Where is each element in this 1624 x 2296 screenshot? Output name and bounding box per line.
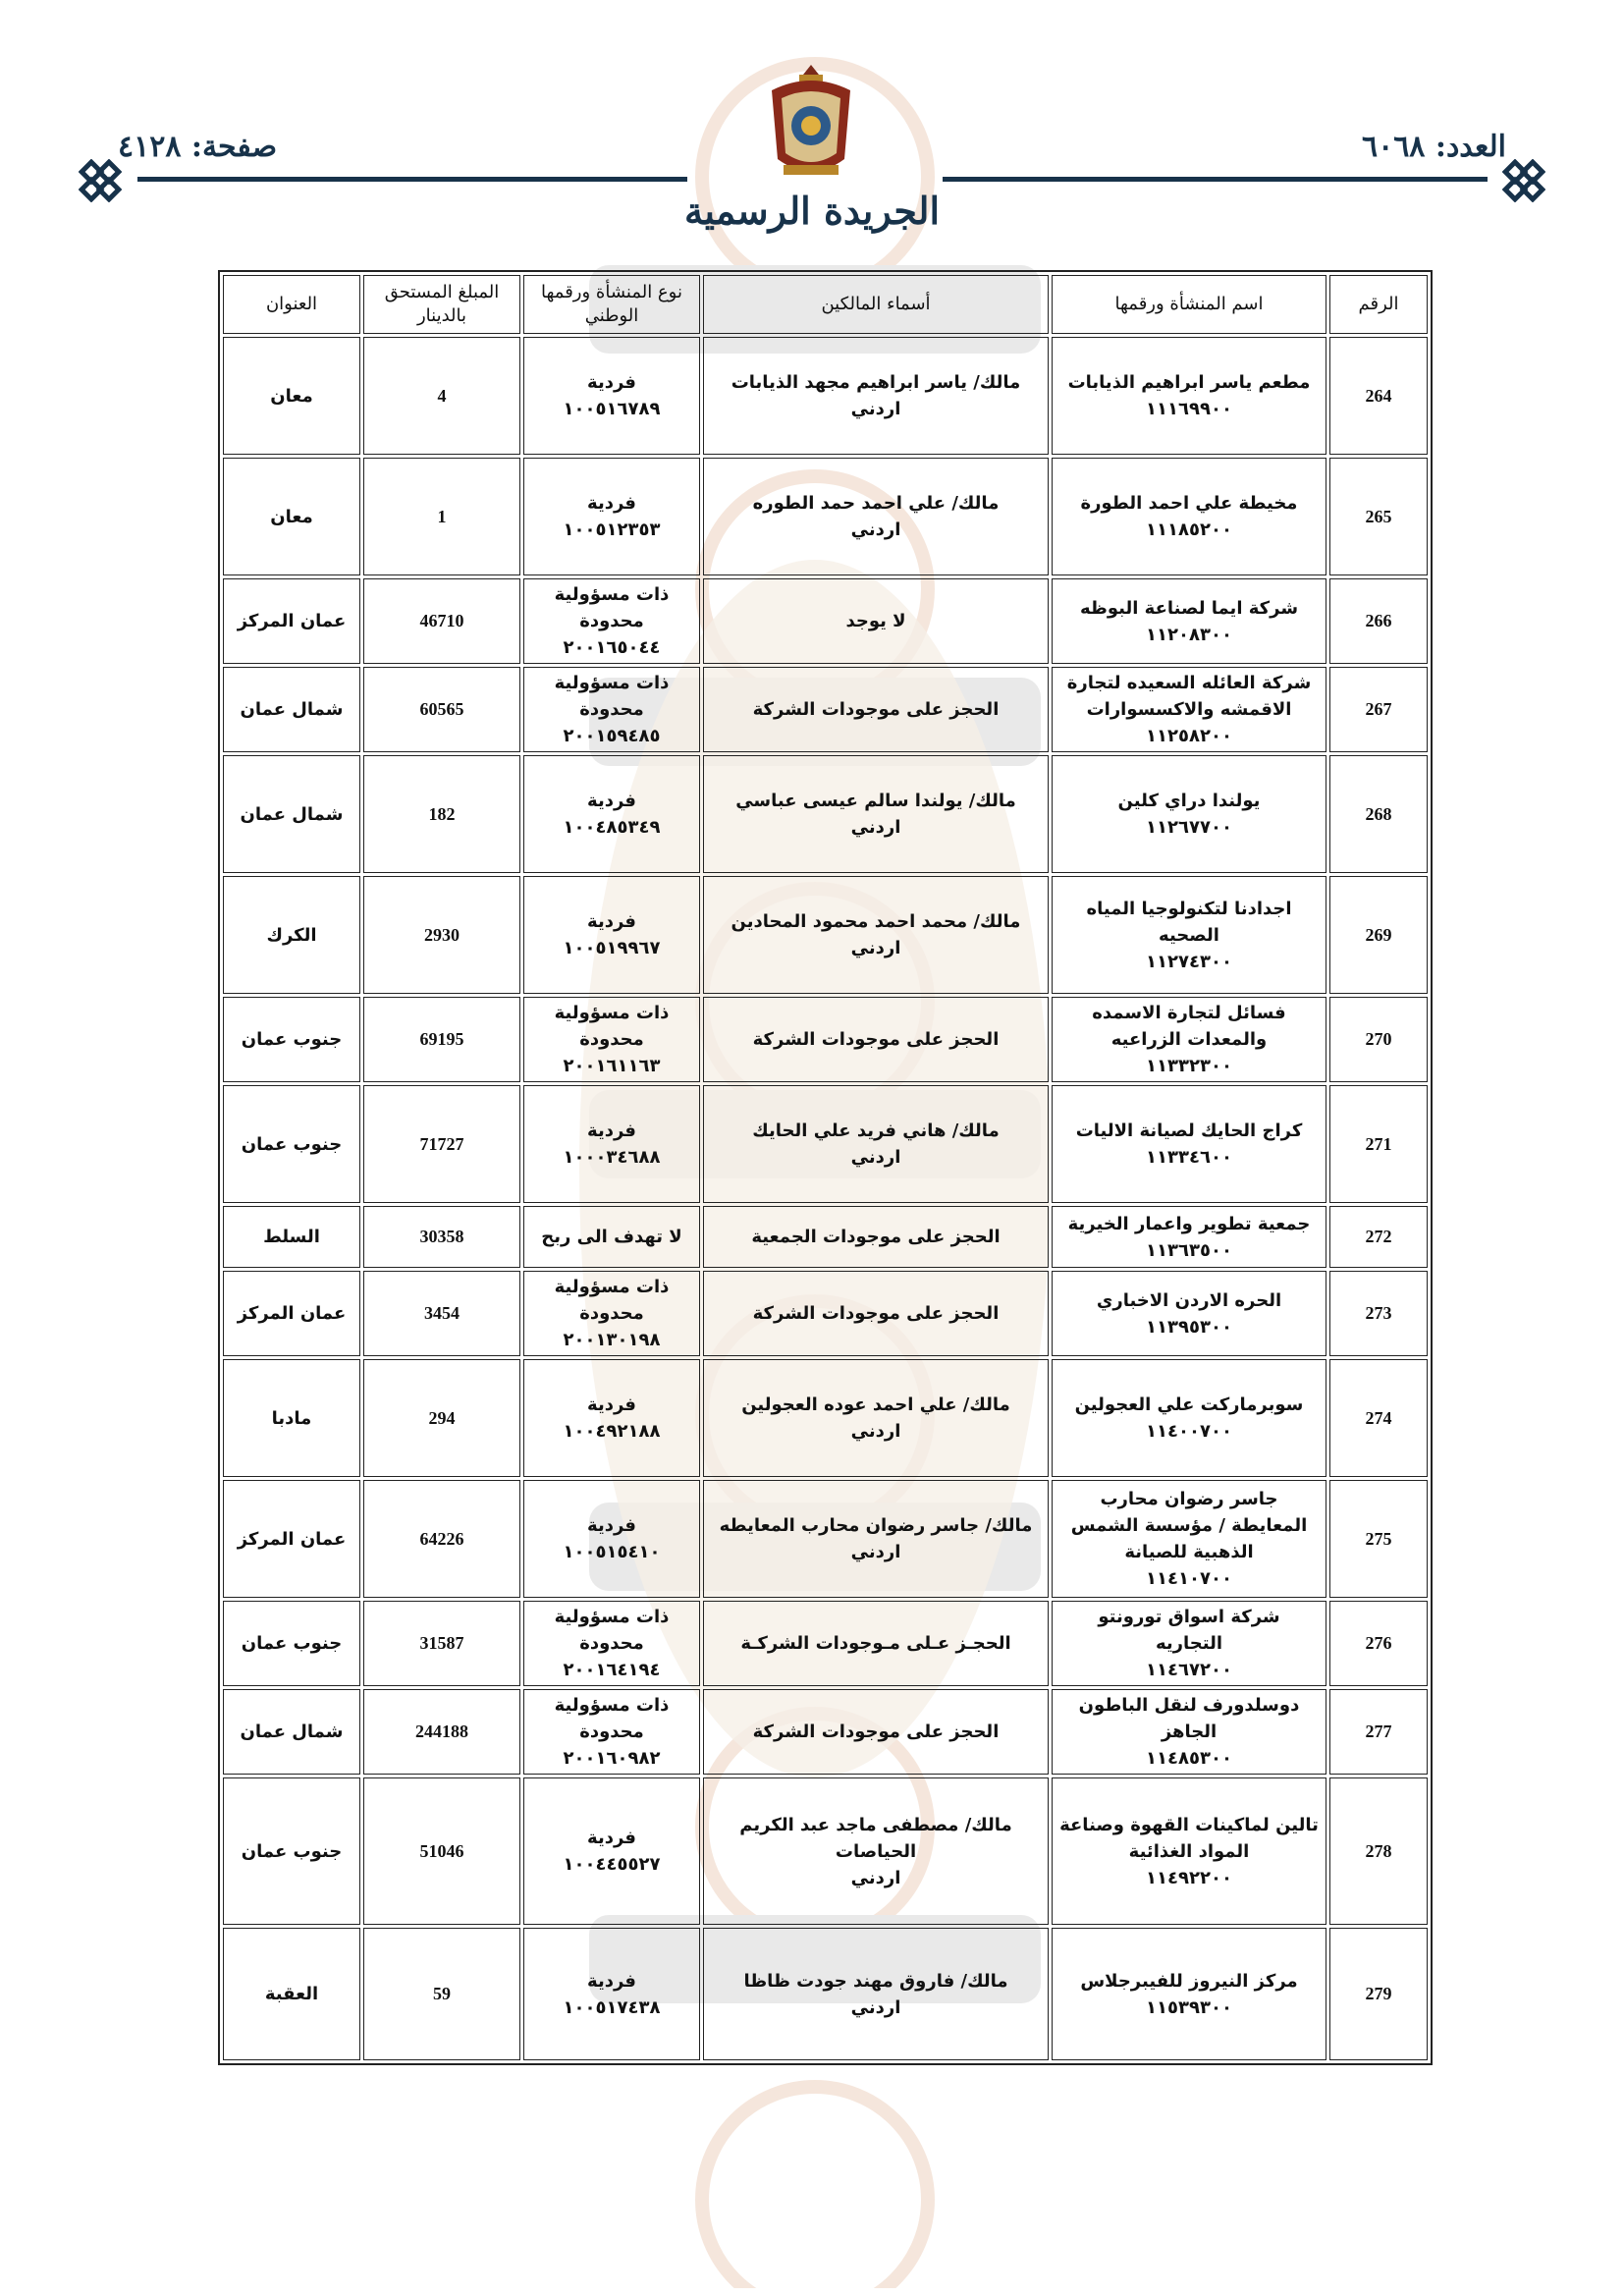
- establishment-type: [523, 1085, 700, 1203]
- establishment-name: [1052, 1928, 1326, 2060]
- owner-names: [703, 1271, 1049, 1356]
- establishment-type-line: محدودة: [579, 699, 644, 720]
- table-row: [223, 876, 1428, 994]
- establishment-type-line: ٢٠٠١٦٥٠٤٤: [563, 637, 661, 658]
- establishment-name: [1052, 1777, 1326, 1925]
- establishment-name: [1052, 458, 1326, 575]
- owner-names-line: اردني: [850, 1147, 901, 1168]
- row-number: 274: [1329, 1359, 1428, 1477]
- amount-due: 46710: [363, 578, 520, 664]
- establishment-type-line: فردية: [587, 372, 636, 393]
- row-number: 275: [1329, 1480, 1428, 1598]
- establishment-name: [1052, 1271, 1326, 1356]
- amount-due: 71727: [363, 1085, 520, 1203]
- establishment-type-line: فردية: [587, 1121, 636, 1141]
- establishment-name-line: ١١٤٦٧٢٠٠: [1146, 1660, 1232, 1680]
- row-number: 279: [1329, 1928, 1428, 2060]
- establishment-name-line: مخيطة علي احمد الطورة: [1080, 493, 1298, 514]
- owner-names-line: مالك/ علي احمد حمد الطوره: [752, 493, 1000, 514]
- establishment-type-line: ذات مسؤولية: [554, 673, 670, 693]
- owner-names: [703, 1085, 1049, 1203]
- establishment-name-line: ١١٣٦٣٥٠٠: [1146, 1239, 1232, 1261]
- establishment-type: [523, 1689, 700, 1775]
- address: عمان المركز: [223, 1271, 360, 1356]
- row-number: 271: [1329, 1085, 1428, 1203]
- establishment-name-line: التجاريه: [1155, 1633, 1223, 1654]
- row-number: 266: [1329, 578, 1428, 664]
- table-header-row: [223, 275, 1428, 334]
- column-header-number: الرقم: [1329, 275, 1428, 334]
- establishment-type: [523, 755, 700, 873]
- establishment-name-line: ١١٣٩٥٣٠٠: [1146, 1316, 1232, 1338]
- establishment-type-line: ذات مسؤولية: [554, 1695, 670, 1716]
- owner-names: [703, 1928, 1049, 2060]
- table-row: [223, 997, 1428, 1082]
- establishment-name: [1052, 1206, 1326, 1268]
- row-number: 267: [1329, 667, 1428, 752]
- column-header-type: نوع المنشأة ورقمها الوطني: [523, 275, 700, 334]
- establishment-type-line: ١٠٠٤٩٢١٨٨: [563, 1421, 661, 1442]
- establishment-name-line: ١١٤٨٥٣٠٠: [1146, 1748, 1232, 1769]
- owner-names-line: مالك/ مصطفى ماجد عبد الكريم: [739, 1814, 1012, 1835]
- establishment-name-line: شركة ايما لصناعة البوظه: [1079, 597, 1299, 619]
- establishment-type-line: ٢٠٠١٦٤١٩٤: [563, 1660, 661, 1680]
- establishment-name-line: ١١٢٦٧٧٠٠: [1146, 817, 1232, 838]
- owner-names: [703, 1601, 1049, 1686]
- owner-names-line: اردني: [850, 1421, 901, 1442]
- owner-names-line: مالك/ هاني فريد علي الحايك: [752, 1121, 1000, 1141]
- owner-names: [703, 755, 1049, 873]
- address: جنوب عمان: [223, 997, 360, 1082]
- amount-due: 3454: [363, 1271, 520, 1356]
- owner-names: [703, 876, 1049, 994]
- debtors-table: [218, 270, 1433, 2065]
- establishment-name-line: فسائل لتجارة الاسمده: [1092, 1003, 1286, 1023]
- row-number: 270: [1329, 997, 1428, 1082]
- column-header-owners: أسماء المالكين: [703, 275, 1049, 334]
- table-row: [223, 1271, 1428, 1356]
- establishment-type: [523, 1777, 700, 1925]
- owner-names-line: اردني: [850, 1996, 901, 2018]
- address: جنوب عمان: [223, 1777, 360, 1925]
- header-rule-left: [137, 177, 687, 182]
- row-number: 278: [1329, 1777, 1428, 1925]
- address: معان: [223, 458, 360, 575]
- owner-names-line: الحجز على موجودات الجمعية: [751, 1227, 1001, 1247]
- establishment-type-line: ٢٠٠١٦٠٩٨٢: [563, 1748, 661, 1769]
- establishment-type-line: ١٠٠٥١٦٧٨٩: [563, 399, 661, 419]
- establishment-type-line: ذات مسؤولية: [554, 584, 670, 605]
- establishment-type-line: ١٠٠٤٤٥٥٢٧: [563, 1854, 661, 1875]
- establishment-type-line: فردية: [587, 911, 636, 932]
- row-number: 269: [1329, 876, 1428, 994]
- establishment-name-line: دوسلدورف لنقل الباطون: [1078, 1695, 1300, 1716]
- establishment-name-line: ١١٤٠٠٧٠٠: [1146, 1421, 1232, 1442]
- address: جنوب عمان: [223, 1085, 360, 1203]
- establishment-name-line: يولندا دراي كلين: [1117, 791, 1261, 811]
- owner-names-line: اردني: [850, 1867, 901, 1888]
- owner-names-line: اردني: [850, 817, 901, 838]
- row-number: 264: [1329, 337, 1428, 455]
- establishment-name-line: سوبرماركت علي العجولين: [1074, 1394, 1304, 1415]
- establishment-type: [523, 997, 700, 1082]
- amount-due: 294: [363, 1359, 520, 1477]
- establishment-name: [1052, 876, 1326, 994]
- establishment-name-line: ١١٢٧٤٣٠٠: [1146, 951, 1232, 972]
- address: مادبا: [223, 1359, 360, 1477]
- establishment-name-line: المعايطة / مؤسسة الشمس: [1070, 1515, 1308, 1536]
- establishment-type: [523, 1359, 700, 1477]
- column-header-establishment: اسم المنشأة ورقمها: [1052, 275, 1326, 334]
- owner-names: [703, 337, 1049, 455]
- establishment-name-line: الجاهز: [1161, 1722, 1218, 1742]
- establishment-type-line: ١٠٠٥١٧٤٣٨: [563, 1996, 661, 2018]
- amount-due: 51046: [363, 1777, 520, 1925]
- establishment-type: [523, 1601, 700, 1686]
- establishment-type-line: ١٠٠٤٨٥٣٤٩: [563, 817, 661, 838]
- address: شمال عمان: [223, 755, 360, 873]
- establishment-type: [523, 1271, 700, 1356]
- table-row: [223, 667, 1428, 752]
- address: معان: [223, 337, 360, 455]
- table-row: [223, 1359, 1428, 1477]
- establishment-type-line: ١٠٠٠٣٤٦٨٨: [563, 1147, 661, 1168]
- owner-names-line: الحجز على موجودات الشركة: [752, 699, 1000, 720]
- establishment-type: [523, 458, 700, 575]
- row-number: 276: [1329, 1601, 1428, 1686]
- table-row: [223, 458, 1428, 575]
- address: الكرك: [223, 876, 360, 994]
- row-number: 268: [1329, 755, 1428, 873]
- row-number: 277: [1329, 1689, 1428, 1775]
- establishment-name-line: الحره الاردن الاخباري: [1096, 1289, 1282, 1311]
- establishment-type: [523, 578, 700, 664]
- address: عمان المركز: [223, 578, 360, 664]
- owner-names: [703, 578, 1049, 664]
- owner-names: [703, 667, 1049, 752]
- owner-names: [703, 458, 1049, 575]
- establishment-type-line: محدودة: [579, 1633, 644, 1654]
- row-number: 265: [1329, 458, 1428, 575]
- establishment-name-line: ١١٣٣٤٦٠٠: [1146, 1147, 1232, 1168]
- establishment-name-line: جاسر رضوان محارب: [1100, 1489, 1278, 1509]
- amount-due: 182: [363, 755, 520, 873]
- owner-names-line: اردني: [850, 399, 901, 419]
- establishment-type-line: فردية: [587, 1394, 636, 1415]
- address: جنوب عمان: [223, 1601, 360, 1686]
- establishment-type-line: ٢٠٠١٣٠١٩٨: [563, 1330, 661, 1350]
- page-number: صفحة: ٤١٢٨: [118, 130, 278, 164]
- issue-number: العدد: ٦٠٦٨: [1361, 130, 1506, 164]
- establishment-type-line: ذات مسؤولية: [554, 1277, 670, 1297]
- establishment-type-line: لا تهدف الى ربح: [541, 1227, 682, 1247]
- establishment-type-line: ١٠٠٥١٢٣٥٣: [563, 519, 661, 540]
- owner-names-line: مالك/ جاسر رضوان محارب المعايطه: [719, 1515, 1033, 1536]
- owner-names-line: اردني: [850, 938, 901, 958]
- address: العقبة: [223, 1928, 360, 2060]
- establishment-type-line: محدودة: [579, 1303, 644, 1324]
- table-row: [223, 1689, 1428, 1775]
- row-number: 273: [1329, 1271, 1428, 1356]
- establishment-name-line: ١١٢٥٨٢٠٠: [1146, 726, 1232, 746]
- table-row: [223, 1085, 1428, 1203]
- establishment-name: [1052, 1601, 1326, 1686]
- establishment-name-line: ١١٢٠٨٣٠٠: [1146, 624, 1232, 645]
- owner-names-line: اردني: [850, 1542, 901, 1562]
- establishment-type-line: ذات مسؤولية: [554, 1607, 670, 1627]
- establishment-name-line: الذهبية للصيانة: [1124, 1542, 1254, 1562]
- establishment-name-line: ١١١٨٥٢٠٠: [1146, 519, 1232, 540]
- establishment-type-line: محدودة: [579, 611, 644, 631]
- establishment-type: [523, 1206, 700, 1268]
- table-row: [223, 1928, 1428, 2060]
- owner-names-line: مالك/ ياسر ابراهيم مجهد الذيابات: [731, 372, 1021, 393]
- owner-names-line: مالك/ يولندا سالم عيسى عباسي: [735, 791, 1016, 811]
- establishment-type: [523, 667, 700, 752]
- gazette-title: الجريدة الرسمية: [683, 189, 941, 233]
- owner-names: [703, 1480, 1049, 1598]
- establishment-name: [1052, 667, 1326, 752]
- establishment-type-line: ٢٠٠١٦١١٦٣: [563, 1056, 661, 1076]
- owner-names-line: لا يوجد: [845, 611, 906, 631]
- establishment-name-line: والمعدات الزراعيه: [1110, 1029, 1268, 1050]
- establishment-name-line: المواد الغذائية: [1128, 1840, 1250, 1862]
- establishment-name-line: تالين لماكينات القهوة وصناعة: [1059, 1814, 1319, 1835]
- establishment-type-line: ذات مسؤولية: [554, 1003, 670, 1023]
- table-row: [223, 755, 1428, 873]
- table-row: [223, 578, 1428, 664]
- establishment-name-line: كراج الحايك لصيانة الاليات: [1075, 1121, 1303, 1141]
- address: عمان المركز: [223, 1480, 360, 1598]
- owner-names: [703, 1206, 1049, 1268]
- amount-due: 2930: [363, 876, 520, 994]
- header-rule-right: [943, 177, 1488, 182]
- amount-due: 4: [363, 337, 520, 455]
- establishment-type-line: فردية: [587, 1515, 636, 1536]
- table-row: [223, 1206, 1428, 1268]
- establishment-name-line: ١١٣٣٢٣٠٠: [1146, 1056, 1232, 1076]
- establishment-type-line: محدودة: [579, 1029, 644, 1050]
- owner-names-line: الحجز على موجودات الشركة: [752, 1029, 1000, 1050]
- owner-names-line: مالك/ محمد احمد محمود المحادين: [731, 911, 1021, 932]
- establishment-name: [1052, 337, 1326, 455]
- address: شمال عمان: [223, 1689, 360, 1775]
- establishment-name-line: ١١١٦٩٩٠٠: [1146, 399, 1232, 419]
- establishment-type: [523, 1928, 700, 2060]
- establishment-name-line: الصحيه: [1159, 924, 1219, 946]
- owner-names: [703, 1777, 1049, 1925]
- establishment-type-line: فردية: [587, 1828, 636, 1848]
- amount-due: 69195: [363, 997, 520, 1082]
- establishment-type: [523, 337, 700, 455]
- owner-names: [703, 1359, 1049, 1477]
- establishment-name-line: اجدادنا لتكنولوجيا المياه: [1086, 898, 1292, 919]
- amount-due: 1: [363, 458, 520, 575]
- table-row: [223, 337, 1428, 455]
- table-row: [223, 1777, 1428, 1925]
- owner-names-line: الحجز على موجودات الشركة: [752, 1722, 1000, 1742]
- establishment-type: [523, 876, 700, 994]
- address: السلط: [223, 1206, 360, 1268]
- coat-of-arms-emblem-icon: [762, 61, 860, 189]
- establishment-name-line: ١١٥٣٩٣٠٠: [1146, 1996, 1232, 2018]
- amount-due: 64226: [363, 1480, 520, 1598]
- establishment-name: [1052, 1085, 1326, 1203]
- owner-names: [703, 1689, 1049, 1775]
- table-row: [223, 1480, 1428, 1598]
- establishment-type-line: فردية: [587, 493, 636, 514]
- amount-due: 30358: [363, 1206, 520, 1268]
- owner-names: [703, 997, 1049, 1082]
- row-number: 272: [1329, 1206, 1428, 1268]
- owner-names-line: الحياصات: [835, 1840, 917, 1862]
- establishment-type-line: ١٠٠٥١٥٤١٠: [563, 1542, 661, 1562]
- column-header-address: العنوان: [223, 275, 360, 334]
- establishment-name-line: ١١٤٩٢٢٠٠: [1146, 1867, 1232, 1888]
- establishment-name-line: مركز النيروز للفيبرجلاس: [1080, 1970, 1298, 1992]
- amount-due: 244188: [363, 1689, 520, 1775]
- owner-names-line: الحجز على موجودات الشركة: [752, 1303, 1000, 1324]
- owner-names-line: مالك/ علي احمد عوده العجولين: [741, 1394, 1010, 1415]
- establishment-name-line: شركة اسواق تورونتو: [1098, 1607, 1280, 1627]
- owner-names-line: اردني: [850, 519, 901, 540]
- establishment-type-line: محدودة: [579, 1722, 644, 1742]
- establishment-name: [1052, 1359, 1326, 1477]
- establishment-type-line: ١٠٠٥١٩٩٦٧: [563, 938, 661, 958]
- establishment-name: [1052, 578, 1326, 664]
- establishment-name: [1052, 1480, 1326, 1598]
- establishment-name-line: ١١٤١٠٧٠٠: [1146, 1568, 1232, 1589]
- establishment-name: [1052, 1689, 1326, 1775]
- establishment-type: [523, 1480, 700, 1598]
- establishment-name-line: مطعم ياسر ابراهيم الذيابات: [1067, 372, 1311, 393]
- owner-names-line: الحجـز عـلى مـوجودات الشركـة: [740, 1633, 1011, 1654]
- establishment-type-line: ٢٠٠١٥٩٤٨٥: [563, 726, 661, 746]
- amount-due: 31587: [363, 1601, 520, 1686]
- amount-due: 60565: [363, 667, 520, 752]
- establishment-type-line: فردية: [587, 1970, 636, 1992]
- establishment-name: [1052, 997, 1326, 1082]
- table-row: [223, 1601, 1428, 1686]
- establishment-name-line: شركة العائله السعيده لتجارة: [1066, 673, 1312, 693]
- establishment-name-line: جمعية تطوير واعمار الخيرية: [1067, 1213, 1311, 1234]
- address: شمال عمان: [223, 667, 360, 752]
- establishment-type-line: فردية: [587, 791, 636, 811]
- column-header-amount: المبلغ المستحق بالدينار: [363, 275, 520, 334]
- establishment-name-line: الاقمشه والاكسسوارات: [1086, 699, 1292, 720]
- owner-names-line: مالك/ فاروق مهند جودت ظاظا: [743, 1970, 1008, 1992]
- amount-due: 59: [363, 1928, 520, 2060]
- establishment-name: [1052, 755, 1326, 873]
